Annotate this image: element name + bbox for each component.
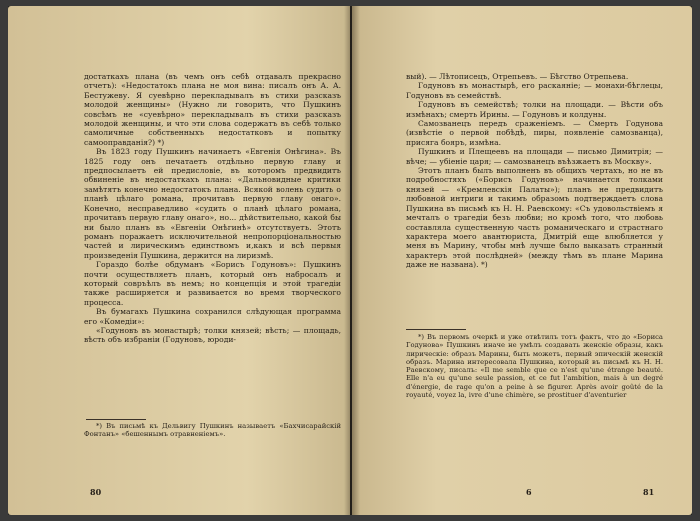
left-page-body	[84, 72, 341, 345]
left-paragraph-2: Въ 1823 году Пушкинъ начинаетъ «Евгенія Онѣгина». Въ 1825 году онъ печатаетъ отдѣльно первую главу и предпосылаетъ ей предисловіе, въ которомъ предвидитъ обвиненіе въ недостаткахъ плана: «Дальновидные критики замѣтятъ конечно недостатокъ плана. Всякой волень судить о планѣ цѣлаго романа, прочитавъ первую главу онаго». Конечно, несправедливо «судить о планѣ цѣлаго романа, прочитавъ первую главу онаго», но... дѣйствительно, какой бы ни было планъ въ «Евгеніи Онѣгинѣ» отсутствуетъ. Этотъ романъ поражаетъ исключительной непропорціональностью частей и лирическимъ единствомъ и,какъ и всѣ первыя произведенія Пушкина, держится на лиризмѣ.	[84, 147, 341, 260]
right-page	[352, 6, 692, 515]
left-footnote-text: *) Въ письмѣ къ Дельвигу Пушкинъ называетъ «Бахчисарайскій Фонтанъ» «бешеннымъ отравненіемъ».	[84, 422, 341, 439]
right-page-number: 81	[643, 487, 655, 497]
right-paragraph-6: Этотъ планъ былъ выполненъ въ общихъ чертахъ, но не въ подробностяхъ («Борисъ Годуновъ» начинается толками князей — «Кремлевскія Палаты»); планъ не предвидитъ любовной интриги и такимъ образомъ подтверждаетъ слова Пушкина въ письмѣ къ Н. Н. Раевскому: «Съ удовольствіемъ я мечталъ о трагедіи безъ любви; но кромѣ того, что любовь составляла существенную часть романическаго и страстнаго характера моего авантюриста, Дмитрій еще влюбляется у меня въ Марину, чтобы мнѣ лучше было выказать странный характеръ этой послѣдней» (между тѣмъ въ плане Марина даже не названа). *)	[406, 166, 663, 270]
right-paragraph-4: Самозванецъ передъ сраженіемъ. — Смерть Годунова (извѣстіе о первой побѣдѣ, пиры, появленіе самозванца), присяга бояръ, измѣна.	[406, 119, 663, 147]
right-signature-mark: 6	[526, 487, 532, 497]
left-page	[8, 6, 350, 515]
left-page-number: 80	[90, 487, 102, 497]
left-paragraph-4: Въ бумагахъ Пушкина сохранился слѣдующая программа его «Комедіи»:	[84, 307, 341, 326]
right-paragraph-5: Пушкинъ и Плещеевъ на площади — письмо Димитрія; — вѣче; — убіеніе царя; — самозванецъ въѣзжаетъ въ Москву».	[406, 147, 663, 166]
right-footnote-text: *) Въ первомъ очеркѣ и уже отвѣтилъ тотъ фактъ, что до «Бориса Годунова» Пушкинъ иначе не умѣлъ создавать женскіе образы, какъ лирическіе: образъ Марины, быть можетъ, первый эпическій женскій образъ. Марина интересовала Пушкина, который въ письмѣ къ Н. Н. Раевскому, писалъ: «Il me semble que ce n'est qu'une étrange beauté. Elle n'a eu qu'une seule passion, et ce fut l'ambition, mais à un degré d'énergie, de rage qu'on a peine à se figurer. Après avoir goûté de la royauté, voyez la, ivre d'une chimère, se prostituer d'aventurier	[406, 333, 663, 400]
right-page-body	[406, 72, 663, 270]
left-footnote	[84, 422, 341, 439]
left-paragraph-1: достаткахъ плана (въ чемъ онъ себѣ отдавалъ прекрасно отчетъ): «Недостатокъ плана не моя вина: писалъ онъ А. А. Бестужеву. Я суевѣрно перекладывалъ въ стихи разсказъ молодой женщины» (Нужно ли говорить, что Пушкинъ совсѣмъ не «суевѣрно» перекладывалъ въ стихи разсказъ молодой женщины, и что эти слова содержатъ въ себѣ только самоличные собственныхъ недостатковъ и попытку самооправданія?) *)	[84, 72, 341, 147]
right-footnote-rule	[406, 329, 466, 330]
left-paragraph-3: Гораздо болѣе обдуманъ «Борисъ Годуновъ»: Пушкинъ почти осуществляетъ планъ, который онъ набросалъ и который совръѣлъ въ немъ; но концепція и этой трагедіи также расширяется и развивается во время творческого процесса.	[84, 260, 341, 307]
open-book	[8, 6, 692, 515]
right-paragraph-1: вый). — Лѣтописецъ, Отрепьевъ. — Бѣгство Отрепьева.	[406, 72, 629, 81]
right-paragraph-2: Годуновъ въ монастырѣ, его раскаяніе; — монахи-бѣглецы, Годуновъ въ семействѣ.	[406, 81, 663, 100]
left-paragraph-5: «Годуновъ въ монастырѣ; толки князей; вѣсть; — площадь, вѣсть объ избраніи (Годуновъ, юроди-	[84, 325, 341, 345]
right-paragraph-3: Годуновъ въ семействѣ; толки на площади. — Вѣсти объ измѣнахъ; смерть Ирины. — Годуновъ и колдуны.	[406, 100, 663, 119]
left-footnote-rule	[86, 419, 146, 420]
right-footnote	[406, 333, 663, 399]
